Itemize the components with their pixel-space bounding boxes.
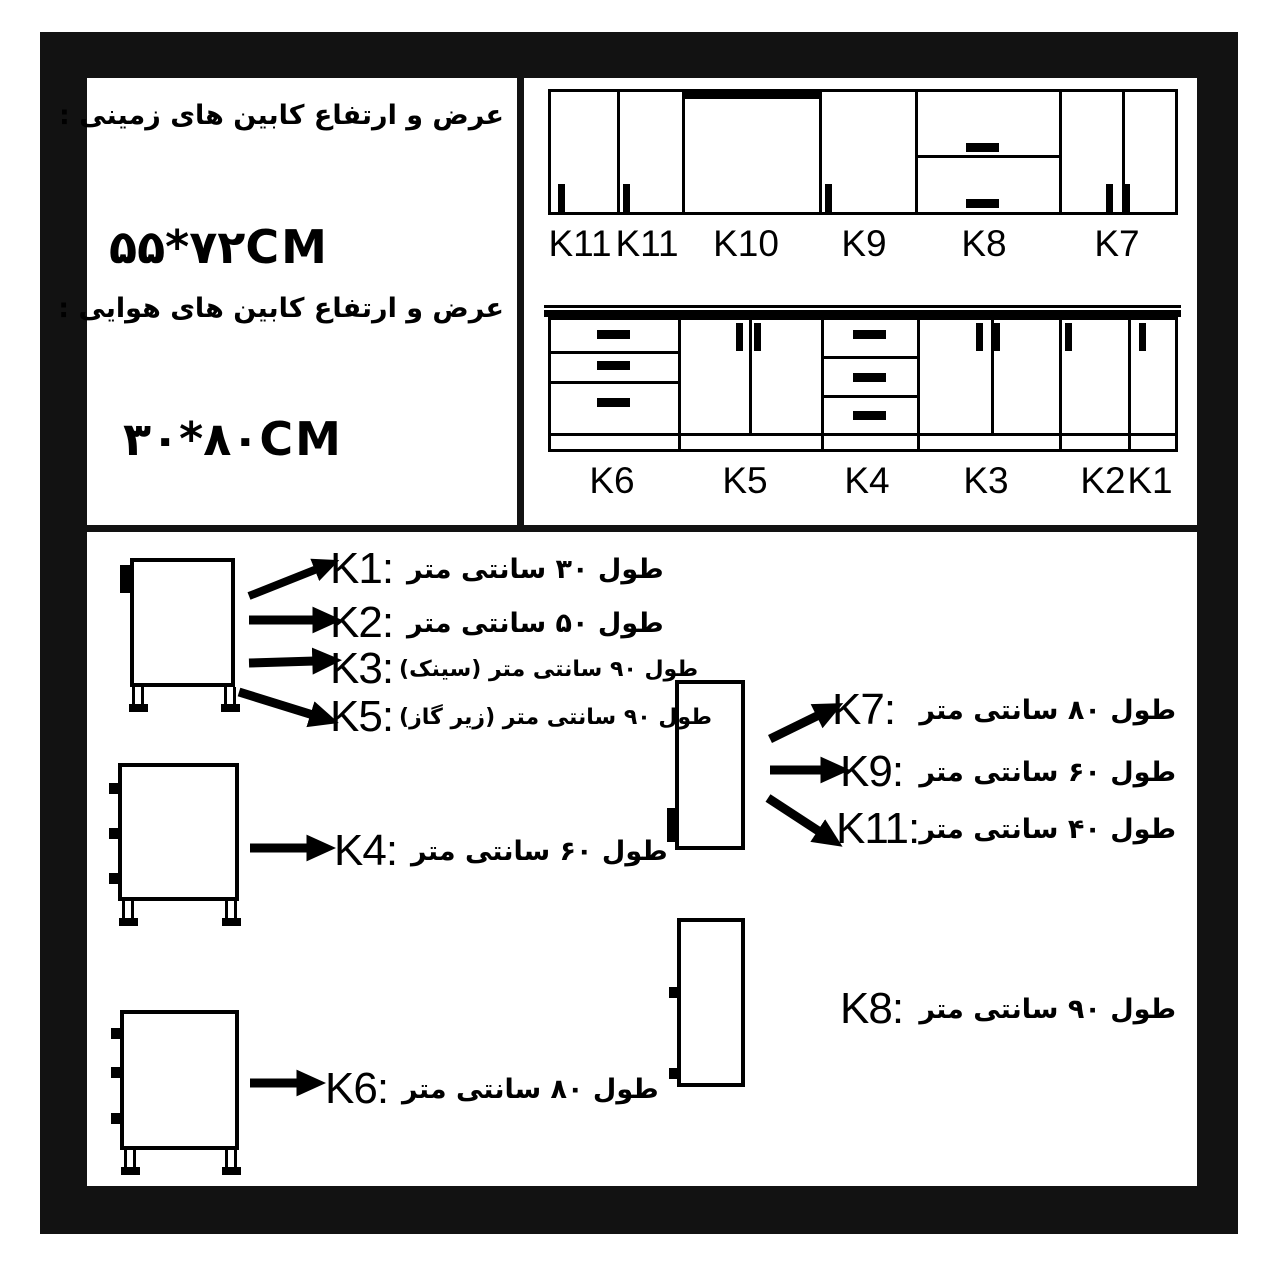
leg-foot <box>121 1167 140 1175</box>
door-handle <box>667 808 677 842</box>
legend-row-k8 <box>840 984 1176 1034</box>
legend-row-k5 <box>330 692 712 742</box>
cabinet-leg <box>124 1150 136 1170</box>
drawer-handle <box>111 1113 121 1124</box>
drawer-handle <box>853 330 886 339</box>
cabinet-divider <box>917 320 920 449</box>
drawer-handle <box>597 330 630 339</box>
label-upper-1: K11 <box>615 223 679 264</box>
door-handle <box>825 184 832 212</box>
drawer-handle <box>597 361 630 370</box>
drawer-divider <box>821 356 917 359</box>
drawer-cabinet-side-view <box>118 763 239 901</box>
legend-row-k4 <box>334 826 668 876</box>
cabinet-length-text: طول ۹۰ سانتی متر <box>919 993 1176 1025</box>
leg-foot <box>119 918 138 926</box>
cabinet-code: K8: <box>840 984 904 1033</box>
door-handle <box>669 1068 678 1079</box>
label-lower-3: K3 <box>963 460 1009 501</box>
door-handle <box>1106 184 1113 212</box>
cabinet-divider <box>821 320 824 449</box>
label-lower-5: K1 <box>1127 460 1173 501</box>
label-lower-2: K4 <box>844 460 890 501</box>
door-handle <box>1139 323 1146 351</box>
legend-panel <box>87 532 1197 1186</box>
cabinet-length-text: طول ۹۰ سانتی متر (سینک) <box>399 656 699 682</box>
cabinet-divider <box>819 92 822 212</box>
cabinet-length-text: طول ۶۰ سانتی متر <box>919 756 1176 788</box>
cabinet-code: K11: <box>836 804 920 853</box>
label-upper-3: K9 <box>841 223 887 264</box>
cabinet-code: K4: <box>334 826 398 875</box>
cabinet-code: K5: <box>330 692 394 741</box>
cabinet-code: K1: <box>330 544 394 593</box>
door-handle <box>623 184 630 212</box>
ground-cabinets-dimensions: ۵۵*۷۲CM <box>109 220 329 274</box>
cabinet-k10-top-rail <box>682 92 822 99</box>
upper-cabinets-drawing <box>548 89 1178 215</box>
leg-foot <box>222 918 241 926</box>
cabinet-code: K2: <box>330 598 394 647</box>
legend-row-k7 <box>832 685 1176 735</box>
cabinet-length-text: طول ۴۰ سانتی متر <box>919 813 1176 845</box>
cabinet-divider <box>1128 320 1131 449</box>
drawer-handle <box>111 1067 121 1078</box>
leg-foot <box>129 704 148 712</box>
wall-cabinets-dimensions: ۳۰*۸۰CM <box>123 412 343 466</box>
toe-kick-line <box>551 433 1175 436</box>
cabinet-leg <box>122 901 134 921</box>
door-handle <box>1065 323 1072 351</box>
cabinet-leg <box>224 687 236 707</box>
cabinet-length-text: طول ۸۰ سانتی متر <box>402 1073 659 1105</box>
door-handle <box>669 987 678 998</box>
drawer-handle <box>853 373 886 382</box>
legend-row-k11 <box>836 804 1176 854</box>
cabinet-divider <box>915 92 918 212</box>
base-cabinet-side-view <box>130 558 235 687</box>
drawer-handle <box>109 873 119 884</box>
door-handle <box>993 323 1000 351</box>
cabinet-divider <box>617 92 620 212</box>
label-upper-4: K8 <box>961 223 1007 264</box>
wall-cabinets-heading: عرض و ارتفاع کابین های هوایی : <box>58 293 504 324</box>
drawer-cabinet-side-view <box>120 1010 239 1150</box>
arrow-k7-icon <box>770 715 819 739</box>
door-handle <box>976 323 983 351</box>
arrow-k3-icon <box>249 661 315 663</box>
lower-cabinets-drawing <box>548 317 1178 452</box>
cabinet-length-text: طول ۵۰ سانتی متر <box>407 607 664 639</box>
flap-handle <box>966 143 999 152</box>
cabinet-k5-door-divider <box>749 320 752 433</box>
cabinet-leg <box>225 901 237 921</box>
cabinet-divider <box>1059 320 1062 449</box>
cabinet-k8-flap-divider <box>915 155 1059 158</box>
cabinet-divider <box>678 320 681 449</box>
drawer-handle <box>109 783 119 794</box>
door-handle <box>1123 184 1130 212</box>
door-handle <box>120 565 130 593</box>
leg-foot <box>221 704 240 712</box>
drawer-handle <box>111 1028 121 1039</box>
flap-handle <box>966 199 999 208</box>
arrow-k1-icon <box>249 569 317 596</box>
wall-cabinet-side-view <box>677 918 745 1087</box>
door-handle <box>754 323 761 351</box>
drawer-handle <box>109 828 119 839</box>
drawer-divider <box>551 351 678 354</box>
legend-row-k1 <box>330 544 664 594</box>
door-handle <box>736 323 743 351</box>
countertop <box>544 305 1181 317</box>
cabinet-code: K3: <box>330 644 394 693</box>
cabinet-divider <box>1059 92 1062 212</box>
legend-row-k3 <box>330 644 698 694</box>
label-upper-5: K7 <box>1094 223 1140 264</box>
cabinet-length-text: طول ۸۰ سانتی متر <box>919 694 1176 726</box>
cabinet-code: K9: <box>840 747 904 796</box>
cabinet-leg <box>132 687 144 707</box>
label-upper-2: K10 <box>713 223 779 264</box>
leg-foot <box>222 1167 241 1175</box>
ground-cabinets-heading: عرض و ارتفاع کابین های زمینی : <box>58 100 504 131</box>
label-upper-0: K11 <box>548 223 612 264</box>
door-handle <box>558 184 565 212</box>
cabinet-leg <box>225 1150 237 1170</box>
label-lower-4: K2 <box>1080 460 1126 501</box>
cabinet-length-text: طول ۶۰ سانتی متر <box>411 835 668 867</box>
cabinet-divider <box>682 92 685 212</box>
legend-row-k9 <box>840 747 1176 797</box>
cabinet-code: K7: <box>832 685 896 734</box>
cabinet-code: K6: <box>325 1064 389 1113</box>
drawer-handle <box>597 398 630 407</box>
spec-text-panel <box>58 78 517 525</box>
legend-row-k6 <box>325 1064 659 1114</box>
label-lower-0: K6 <box>589 460 635 501</box>
drawer-handle <box>853 411 886 420</box>
drawer-divider <box>821 395 917 398</box>
elevation-panel <box>524 78 1197 525</box>
label-lower-1: K5 <box>722 460 768 501</box>
arrow-k5-icon <box>239 692 313 715</box>
cabinet-length-text: طول ۳۰ سانتی متر <box>407 553 664 585</box>
legend-row-k2 <box>330 598 664 648</box>
drawer-divider <box>551 381 678 384</box>
arrow-k11-icon <box>768 798 820 832</box>
cabinet-length-text: طول ۹۰ سانتی متر (زیر گاز) <box>399 704 712 730</box>
